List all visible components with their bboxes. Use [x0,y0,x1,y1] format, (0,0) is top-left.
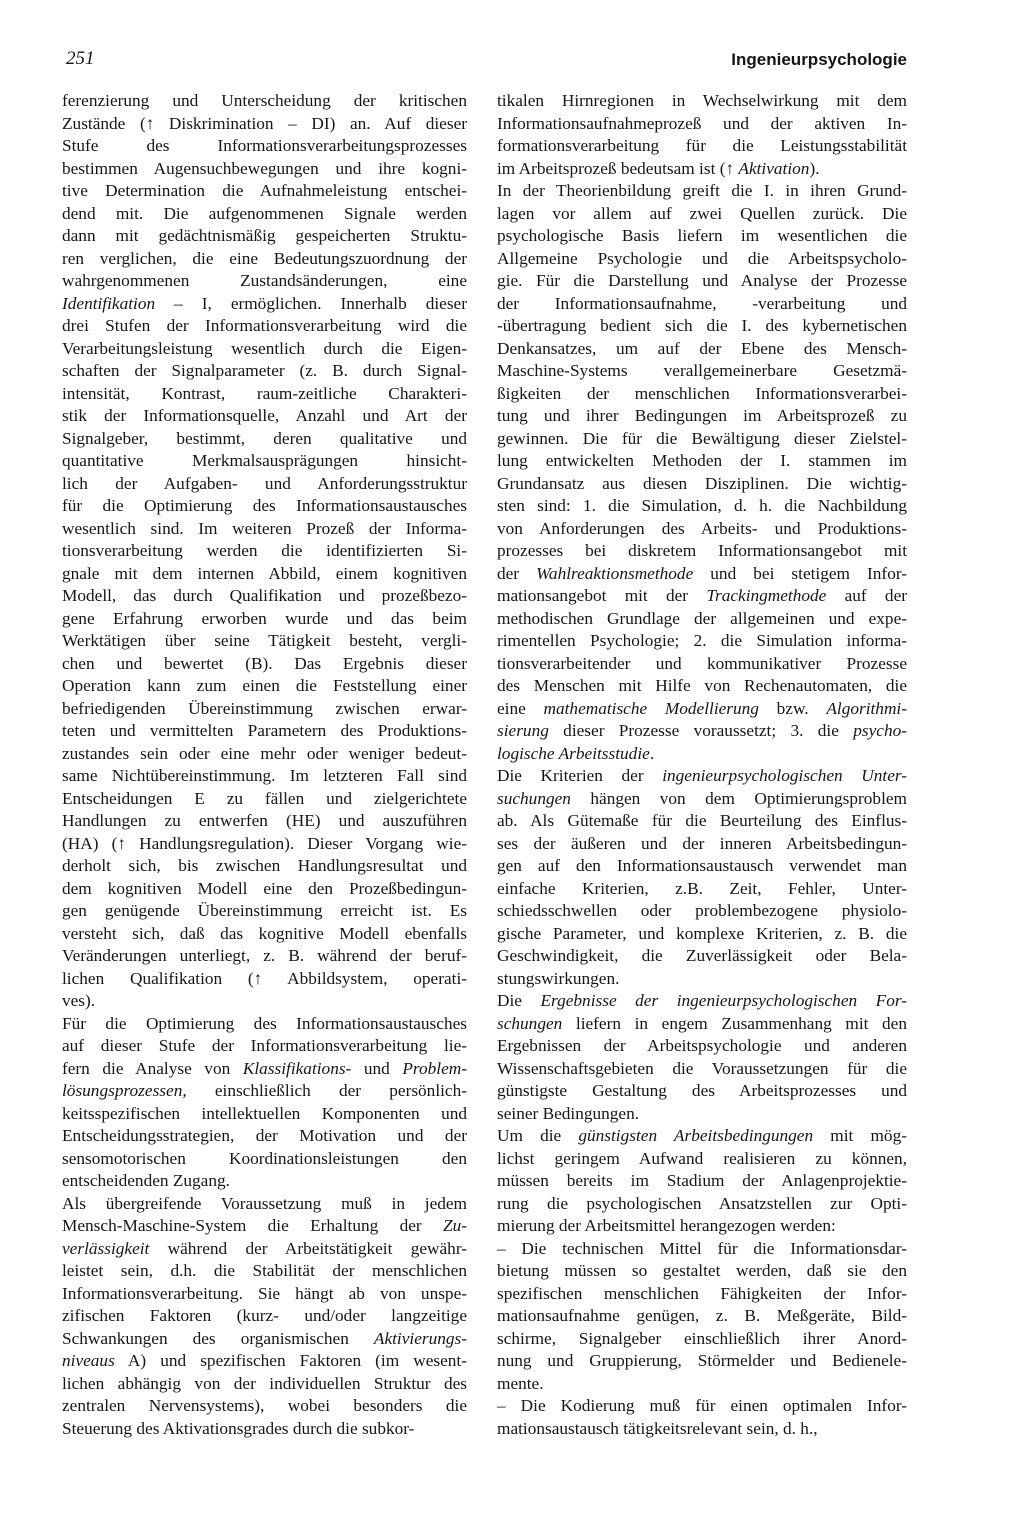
text-line [62,1328,467,1351]
text-line [497,608,907,631]
text-line [62,990,467,1013]
text-run: formationsverarbeitung für die Leistungsstabilität [497,136,907,155]
text-line [497,720,907,743]
text-run: ren verglichen, die eine Bedeutungszuordnung der [62,248,467,268]
text-run: mationsaustausch tätigkeitsrelevant sein, d. h., [497,1418,818,1438]
text-run: gen genügende Übereinstimmung erreicht ist. Es [62,901,467,920]
text-run: Die [497,991,541,1010]
text-run: tung und ihrer Bedingungen im Arbeitsprozeß zu [497,406,907,425]
text-run: Werktätigen über seine Tätigkeit besteht, vergli- [62,631,467,650]
text-run: Denkansatzes, um auf der Ebene des Mensch- [497,338,907,358]
text-run: und bei stetigem Infor- [693,563,907,583]
text-run: dend mit. Die aufgenommenen Signale werden [62,203,467,223]
italic-term: logische Arbeitsstudie [497,743,650,763]
text-run: mierung der Arbeitsmittel herangezogen werden: [497,1216,836,1235]
text-line [497,428,907,451]
text-line [497,990,907,1013]
text-line [497,563,907,586]
text-line [62,1418,467,1441]
text-run: Entscheidungsstrategien, der Motivation und der [62,1126,467,1145]
text-line [497,923,907,946]
text-run: der [497,563,537,583]
text-run: intensität, Kontrast, raum-zeitliche Charakteri- [62,383,467,403]
text-line [62,113,467,136]
text-line [62,360,467,383]
text-run: Informationsverarbeitung. Sie hängt ab von unspe- [62,1283,467,1303]
text-run: lichen abhängig von der individuellen Struktur des [62,1373,467,1393]
text-run: schaften der Signalparameter (z. B. durch Signal- [62,361,467,380]
text-line [497,630,907,653]
text-run: gen auf den Informationsaustausch verwendet man [497,856,907,875]
text-run: mit mög- [813,1126,907,1145]
text-run: In der Theorienbildung greift die I. in ihren Grund- [497,181,907,200]
text-line [62,270,467,293]
text-run: keitsspezifischen intellektuellen Komponenten und [62,1103,467,1123]
text-run: für die Optimierung des Informationsaustausches [62,496,467,515]
text-line [497,1058,907,1081]
text-run: auf der [826,586,907,605]
text-run: stik der Informationsquelle, Anzahl und Art der [62,406,467,425]
text-run: Die Kriterien der [497,766,663,785]
text-run: auf dieser Stufe der Informationsverarbeitung lie- [62,1036,467,1055]
text-line [497,293,907,316]
text-line [62,383,467,406]
text-run: lichst geringem Aufwand realisieren zu können, [497,1148,907,1168]
text-run: liefern in engem Zusammenhang mit den [562,1013,907,1033]
text-run: -übertragung bedient sich die I. des kybernetischen [497,316,907,335]
text-run: – Die technischen Mittel für die Informationsdar- [497,1238,907,1258]
text-run: sensomotorischen Koordinationsleistungen den [62,1148,467,1168]
text-run: Als übergreifende Voraussetzung muß in jedem [62,1193,467,1213]
text-line [62,1125,467,1148]
text-line [497,1193,907,1216]
text-line [497,518,907,541]
italic-term: lösungsprozessen, [62,1081,187,1100]
italic-term: psycho- [853,721,907,740]
text-run: – I, ermöglichen. Innerhalb dieser [155,293,467,313]
text-line [62,653,467,676]
text-run: gische Parameter, und komplexe Kriterien, z. B. die [497,923,907,943]
text-run: tikalen Hirnregionen in Wechselwirkung mit dem [497,91,907,110]
text-run: und [351,1058,403,1078]
text-run: Um die [497,1126,579,1145]
text-line [497,585,907,608]
text-line [497,450,907,473]
text-run: zifischen Faktoren (kurz- und/oder langzeitige [62,1306,467,1325]
text-line [497,135,907,158]
text-line [497,90,907,113]
text-run: lung entwickelten Methoden der I. stammen im [497,451,907,470]
text-line [62,1395,467,1418]
italic-term: verlässigkeit [62,1238,150,1258]
text-run: dieser Prozesse voraussetzt; 3. die [548,721,854,740]
text-run: – Die Kodierung muß für einen optimalen Infor- [497,1396,907,1415]
text-run: bestimmen Augensuchbewegungen und ihre kogni- [62,158,467,178]
text-run: müssen bereits im Stadium der Anlagenprojektie- [497,1171,907,1190]
text-line [497,383,907,406]
text-run: psychologische Basis liefern im wesentlichen die [497,226,907,245]
text-run: versteht sich, daß das kognitive Modell ebenfalls [62,923,467,943]
text-run: Signalgeber, bestimmt, deren qualitative und [62,428,467,448]
text-line [497,1328,907,1351]
text-line [497,270,907,293]
text-run: im Arbeitsprozeß bedeutsam ist (↑ [497,158,739,178]
text-line [497,180,907,203]
italic-term: Aktivierungs- [373,1328,467,1348]
text-run: wahrgenommenen Zustandsänderungen, eine [62,271,467,290]
text-line [62,293,467,316]
text-run: wesentlich sind. Im weiteren Prozeß der Informa- [62,518,467,538]
text-run: einschließlich der persönlich- [186,1081,467,1100]
text-run: zustandes sein oder eine mehr oder weniger bedeut- [62,743,467,763]
text-run: lagen vor allem auf zwei Quellen zurück. Die [497,203,907,223]
text-line [62,788,467,811]
text-run: Informationsaufnahmeprozeß und der aktiven In- [497,113,907,133]
text-run: ferenzierung und Unterscheidung der kritischen [62,91,467,110]
text-run: Steuerung des Aktivationsgrades durch die subkor- [62,1418,415,1438]
text-run: ßigkeiten der menschlichen Informationsverarbei- [497,383,907,403]
text-run: stungswirkungen. [497,968,620,988]
text-run: ab. Als Gütemaße für die Beurteilung des Einflus- [497,811,907,830]
text-line [62,1350,467,1373]
text-run: nung und Gruppierung, Störmelder und Bedienele- [497,1351,907,1370]
text-line [62,1170,467,1193]
text-line [497,473,907,496]
text-line [497,1170,907,1193]
text-run: eine [497,698,544,718]
italic-term: Klassifikations- [242,1058,352,1078]
text-line [62,833,467,856]
text-run: Mensch-Maschine-System die Erhaltung der [62,1216,443,1235]
text-run: drei Stufen der Informationsverarbeitung wird die [62,316,467,335]
text-line [497,1260,907,1283]
text-line [62,1215,467,1238]
text-line [497,1283,907,1306]
text-line [62,1058,467,1081]
text-line [497,248,907,271]
text-run: tive Determination die Aufnahmeleistung entschei- [62,181,467,200]
italic-term: mathematische Modellierung [543,698,759,718]
text-line [62,473,467,496]
text-line [497,1035,907,1058]
text-run: von Anforderungen des Arbeits- und Produktions- [497,518,907,538]
text-line [62,585,467,608]
text-column-left [62,90,467,1440]
italic-term: Ergebnisse der ingenieurpsychologischen For- [540,991,907,1010]
italic-term: suchungen [497,788,571,808]
text-run: A) und spezifischen Faktoren (im wesent- [114,1351,467,1370]
running-header-title: Ingenieurpsychologie [731,50,907,69]
text-line [62,405,467,428]
text-run: Veränderungen unterliegt, z. B. während der beruf- [62,946,467,965]
text-line [497,113,907,136]
text-line [62,428,467,451]
text-line [62,1193,467,1216]
text-run: zentralen Nervensystems), wobei besonders die [62,1396,467,1415]
text-line [62,1080,467,1103]
text-line [62,720,467,743]
text-line [497,743,907,766]
text-run: gene Erfahrung erworben wurde und das beim [62,608,467,628]
text-line [62,1373,467,1396]
text-line [62,248,467,271]
text-line [497,540,907,563]
text-run: gnale mit dem internen Abbild, einem kognitiven [62,563,467,583]
text-line [62,878,467,901]
text-line [62,158,467,181]
italic-term: Zu- [442,1216,467,1235]
text-line [62,1283,467,1306]
text-run: befriedigenden Übereinstimmung zwischen erwar- [62,698,467,718]
text-line [497,833,907,856]
text-run: mente. [497,1373,544,1393]
text-line [62,968,467,991]
text-line [62,540,467,563]
text-run: same Nichtübereinstimmung. Im letzteren Fall sind [62,766,467,785]
text-line [62,1148,467,1171]
text-run: mationsaufnahme genügen, z. B. Meßgeräte, Bild- [497,1306,907,1325]
italic-term: Algorithmi- [826,698,907,718]
text-run: fern die Analyse von [62,1058,243,1078]
text-run: lichen Qualifikation (↑ Abbildsystem, operati- [62,968,467,988]
text-line [62,338,467,361]
text-run: hängen von dem Optimierungsproblem [570,788,907,808]
text-run: derholt sich, bis zwischen Handlungsresultat und [62,856,467,875]
text-line [497,968,907,991]
text-line [497,1013,907,1036]
text-run: sten sind: 1. die Simulation, d. h. die Nachbildung [497,496,907,515]
text-run: Stufe des Informationsverarbeitungsprozesses [62,136,467,155]
text-line [497,1080,907,1103]
text-run: bietung müssen so gestaltet werden, daß sie den [497,1261,907,1280]
text-run: Wissenschaftsgebieten die Voraussetzungen für die [497,1058,907,1078]
text-run: spezifischen menschlichen Fähigkeiten der Infor- [497,1283,907,1303]
text-line [497,360,907,383]
text-line [497,1215,907,1238]
text-run: des Menschen mit Hilfe von Rechenautomaten, die [497,676,907,695]
text-run: gie. Für die Darstellung und Analyse der Prozesse [497,271,907,290]
text-line [497,1103,907,1126]
text-line [497,1148,907,1171]
text-line [497,810,907,833]
text-run: entscheidenden Zugang. [62,1171,230,1190]
text-run: schiedsschwellen oder problembezogene physiolo- [497,901,907,920]
italic-term: Trackingmethode [706,586,827,605]
text-run: Allgemeine Psychologie und die Arbeitspsycholo- [497,248,907,268]
italic-term: günstigsten Arbeitsbedingungen [578,1126,814,1145]
text-line [62,1305,467,1328]
text-run: lich der Aufgaben- und Anforderungsstruktur [62,473,467,493]
text-line [62,1238,467,1261]
text-run: chen und bewertet (B). Das Ergebnis dieser [62,653,467,673]
text-line [497,1350,907,1373]
text-line [62,1260,467,1283]
text-run: dem kognitiven Modell eine den Prozeßbedingun- [62,878,467,898]
italic-term: niveaus [62,1351,115,1370]
text-run: prozesses bei diskretem Informationsangebot mit [497,541,907,560]
text-line [62,225,467,248]
text-line [62,518,467,541]
text-run: Modell, das durch Qualifikation und prozeßbezo- [62,586,467,605]
text-run: ses der äußeren und der inneren Arbeitsbedingun- [497,833,907,853]
text-line [497,698,907,721]
text-run: tionsverarbeitung werden die identifizierten Si- [62,541,467,560]
text-run: tionsverarbeitender und kommunikativer Prozesse [497,653,907,673]
text-line [497,203,907,226]
text-line [62,1013,467,1036]
text-line [497,1125,907,1148]
text-line [497,788,907,811]
text-line [497,1395,907,1418]
text-line [62,180,467,203]
text-line [497,675,907,698]
text-run: günstigste Gestaltung des Arbeitsprozesses und [497,1081,907,1100]
text-line [497,495,907,518]
text-line [62,765,467,788]
text-run: bzw. [758,698,827,718]
text-line [497,315,907,338]
text-line [497,765,907,788]
text-run: ). [809,158,820,178]
text-line [497,338,907,361]
text-line [62,923,467,946]
text-column-right [497,90,907,1440]
text-run: Geschwindigkeit, die Zuverlässigkeit oder Bela- [497,946,907,965]
text-line [497,225,907,248]
text-line [497,855,907,878]
text-run: quantitative Merkmalsausprägungen hinsicht- [62,451,467,470]
text-line [62,630,467,653]
text-run: methodischen Grundlage der allgemeinen und expe- [497,608,907,628]
text-line [497,1418,907,1441]
text-run: Verarbeitungsleistung wesentlich durch die Eigen- [62,338,467,358]
text-run: Zustände (↑ Diskrimination – DI) an. Auf dieser [62,113,467,133]
text-run: rimentellen Psychologie; 2. die Simulation informa- [497,631,907,650]
text-run: Schwankungen des organismischen [62,1328,374,1348]
text-line [497,1373,907,1396]
text-line [62,810,467,833]
text-line [62,675,467,698]
page-number: 251 [66,48,95,69]
text-line [62,203,467,226]
text-line [62,450,467,473]
text-run: einfache Kriterien, z.B. Zeit, Fehler, Unter- [497,878,907,898]
italic-term: Identifikation [62,293,156,313]
text-run: dann mit gedächtnismäßig gespeicherten Struktu- [62,226,467,245]
text-run: ves). [62,991,96,1010]
text-line [62,855,467,878]
text-line [62,315,467,338]
text-line [62,900,467,923]
italic-term: Wahlreaktionsmethode [536,563,694,583]
text-line [497,945,907,968]
text-run: (HA) (↑ Handlungsregulation). Dieser Vorgang wie- [62,833,467,853]
text-line [62,563,467,586]
text-line [62,945,467,968]
italic-term: sierung [497,721,549,740]
italic-term: schungen [497,1013,563,1033]
text-line [497,900,907,923]
text-run: . [649,743,655,763]
italic-term: ingenieurpsychologischen Unter- [662,766,907,785]
text-run: Ergebnissen der Arbeitspsychologie und anderen [497,1036,907,1055]
text-run: Operation kann zum einen die Feststellung einer [62,676,467,695]
text-run: Grundansatz aus diesen Disziplinen. Die wichtig- [497,473,907,493]
text-run: während der Arbeitstätigkeit gewähr- [149,1238,467,1258]
text-run: seiner Bedingungen. [497,1103,640,1123]
text-line [62,1035,467,1058]
text-line [62,608,467,631]
text-run: leistet sein, d.h. die Stabilität der menschlichen [62,1261,467,1280]
text-line [62,495,467,518]
text-line [497,405,907,428]
text-run: Maschine-Systems verallgemeinerbare Gesetzmä- [497,361,907,380]
text-line [62,743,467,766]
text-line [497,1305,907,1328]
text-run: schirme, Signalgeber einschließlich ihrer Anord- [497,1328,907,1348]
text-line [497,1238,907,1261]
text-run: gewinnen. Die für die Bewältigung dieser Zielstel- [497,428,907,448]
text-line [497,158,907,181]
text-run: teten und vermittelten Parametern des Produktions- [62,721,467,740]
text-run: mationsangebot mit der [497,586,707,605]
text-line [62,1103,467,1126]
text-line [62,90,467,113]
text-run: rung die psychologischen Ansatzstellen zur Opti- [497,1193,907,1213]
italic-term: Aktivation [738,158,810,178]
text-line [62,698,467,721]
text-run: Entscheidungen E zu fällen und zielgerichtete [62,788,467,808]
italic-term: Problem- [402,1058,468,1078]
text-run: Handlungen zu entwerfen (HE) und auszuführen [62,811,467,830]
text-line [62,135,467,158]
text-run: Für die Optimierung des Informationsaustausches [62,1013,467,1033]
text-run: der Informationsaufnahme, -verarbeitung und [497,293,907,313]
text-line [497,878,907,901]
text-line [497,653,907,676]
